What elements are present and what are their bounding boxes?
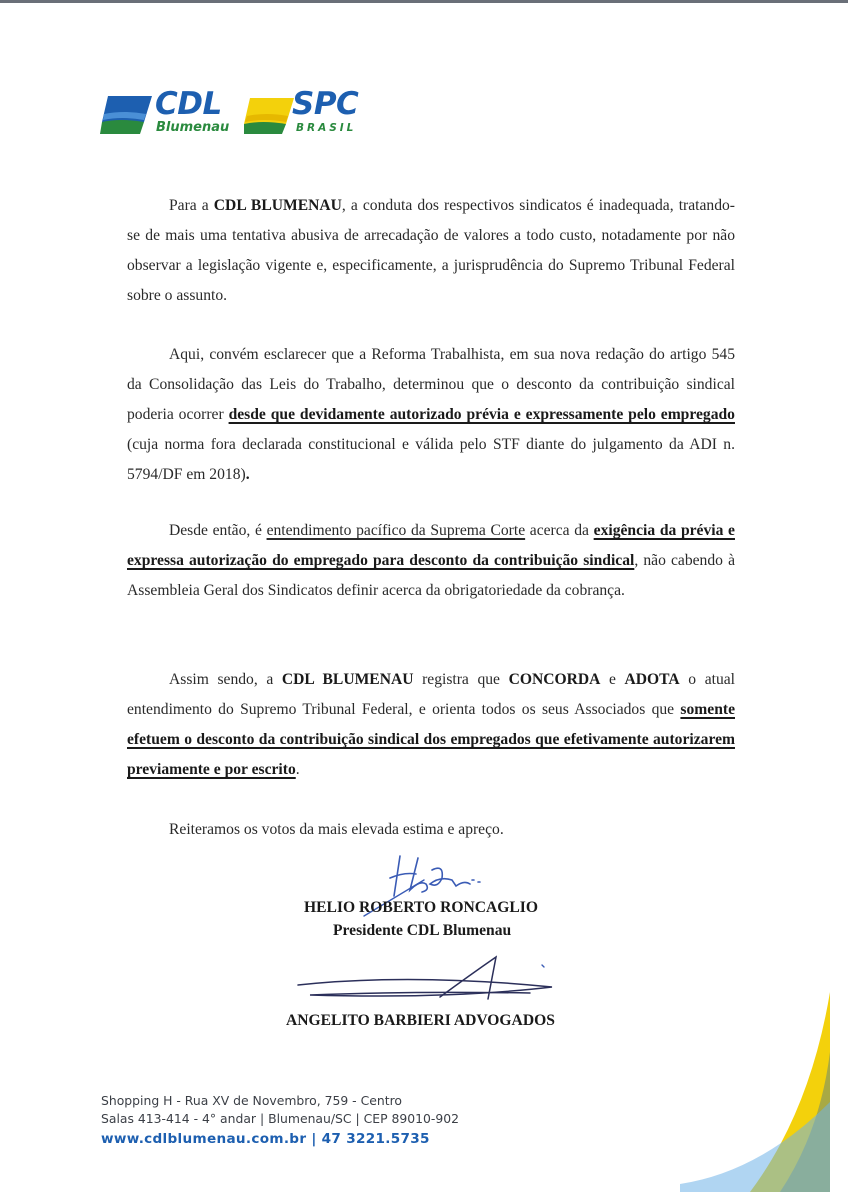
p3-text-a: Desde então, é [169, 522, 267, 539]
spc-sub-text: BRASIL [296, 122, 357, 134]
spc-brasil-logo [244, 86, 364, 138]
p1-bold-cdl: CDL BLUMENAU [213, 197, 342, 214]
paragraph-1 [127, 191, 735, 311]
p1-text-c: , a conduta dos respectivos sindicatos é inadequada, tratando-se de mais uma tentativa abusiva de arrecadação de valores a todo custo, notadamente por não observar a legislação vigente e, especificamente, a jurisprudência do Supremo Tribunal Federal sobre o assunto. [127, 197, 735, 304]
p4-text-g: o atual entendimento do Supremo Tribunal Federal, e orienta todos os seus Associados que [127, 671, 736, 718]
p2-text-a: Aqui, convém esclarecer que a Reforma Trabalhista, em sua nova redação do artigo 545 da Consolidação das Leis do Trabalho, determinou que o desconto da contribuição sindical poderia ocorrer [127, 346, 735, 423]
p4-bold-underlined: somente efetuem o desconto da contribuição sindical dos empregados que efetivamente autorizarem previamente e por escrito [127, 701, 735, 778]
p1-text-a: Para a [169, 197, 214, 214]
p2-bold-period: . [245, 466, 250, 483]
footer-website-phone[interactable]: www.cdlblumenau.com.br | 47 3221.5735 [101, 1131, 430, 1147]
p3-text-c: acerca da [525, 522, 594, 539]
cdl-brand-text: CDL [155, 86, 222, 122]
p3-text-e: , não cabendo à Assembleia Geral dos Sindicatos definir acerca da obrigatoriedade da cobrança. [127, 552, 735, 599]
cdl-swoosh-icon [100, 92, 156, 138]
p4-text-i: . [295, 761, 300, 778]
signatory-2-name: ANGELITO BARBIERI ADVOGADOS [286, 1012, 555, 1029]
signature-2-scribble-icon [290, 955, 560, 1015]
p4-text-a: Assim sendo, a [169, 671, 282, 688]
p4-bold-adota: ADOTA [624, 671, 680, 688]
signatory-1-name: HELIO ROBERTO RONCAGLIO [304, 899, 538, 916]
paragraph-2 [127, 340, 735, 490]
corner-swoosh-icon [680, 992, 830, 1192]
p4-text-c: registra que [413, 671, 509, 688]
p4-text-e: e [600, 671, 625, 688]
p2-text-c: (cuja norma fora declarada constitucional e válida pelo STF diante do julgamento da ADI n. 5794/DF em 2018) [127, 436, 735, 483]
paragraph-5-closing [127, 815, 735, 845]
footer-address-line: Shopping H - Rua XV de Novembro, 759 - Centro [101, 1093, 402, 1108]
paragraph-4 [127, 665, 735, 785]
signatory-1-role: Presidente CDL Blumenau [333, 922, 512, 939]
paragraph-3 [127, 516, 735, 606]
p2-bold-underlined: desde que devidamente autorizado prévia e expressamente pelo empregado [228, 406, 735, 423]
spc-swoosh-icon [244, 92, 296, 138]
p4-bold-cdl: CDL BLUMENAU [281, 671, 414, 688]
p5-text: Reiteramos os votos da mais elevada estima e apreço. [169, 821, 504, 838]
top-edge-line [0, 0, 848, 3]
cdl-blumenau-logo [100, 86, 230, 138]
cdl-sub-text: Blumenau [156, 120, 230, 135]
p4-bold-concorda: CONCORDA [508, 671, 601, 688]
p3-bold-underlined: exigência da prévia e expressa autorização do empregado para desconto da contribuição sindical [127, 522, 735, 569]
p3-underlined: entendimento pacífico da Suprema Corte [266, 522, 526, 539]
spc-brand-text: SPC [292, 86, 359, 122]
footer-suite-line: Salas 413-414 - 4° andar | Blumenau/SC | CEP 89010-902 [101, 1111, 460, 1126]
